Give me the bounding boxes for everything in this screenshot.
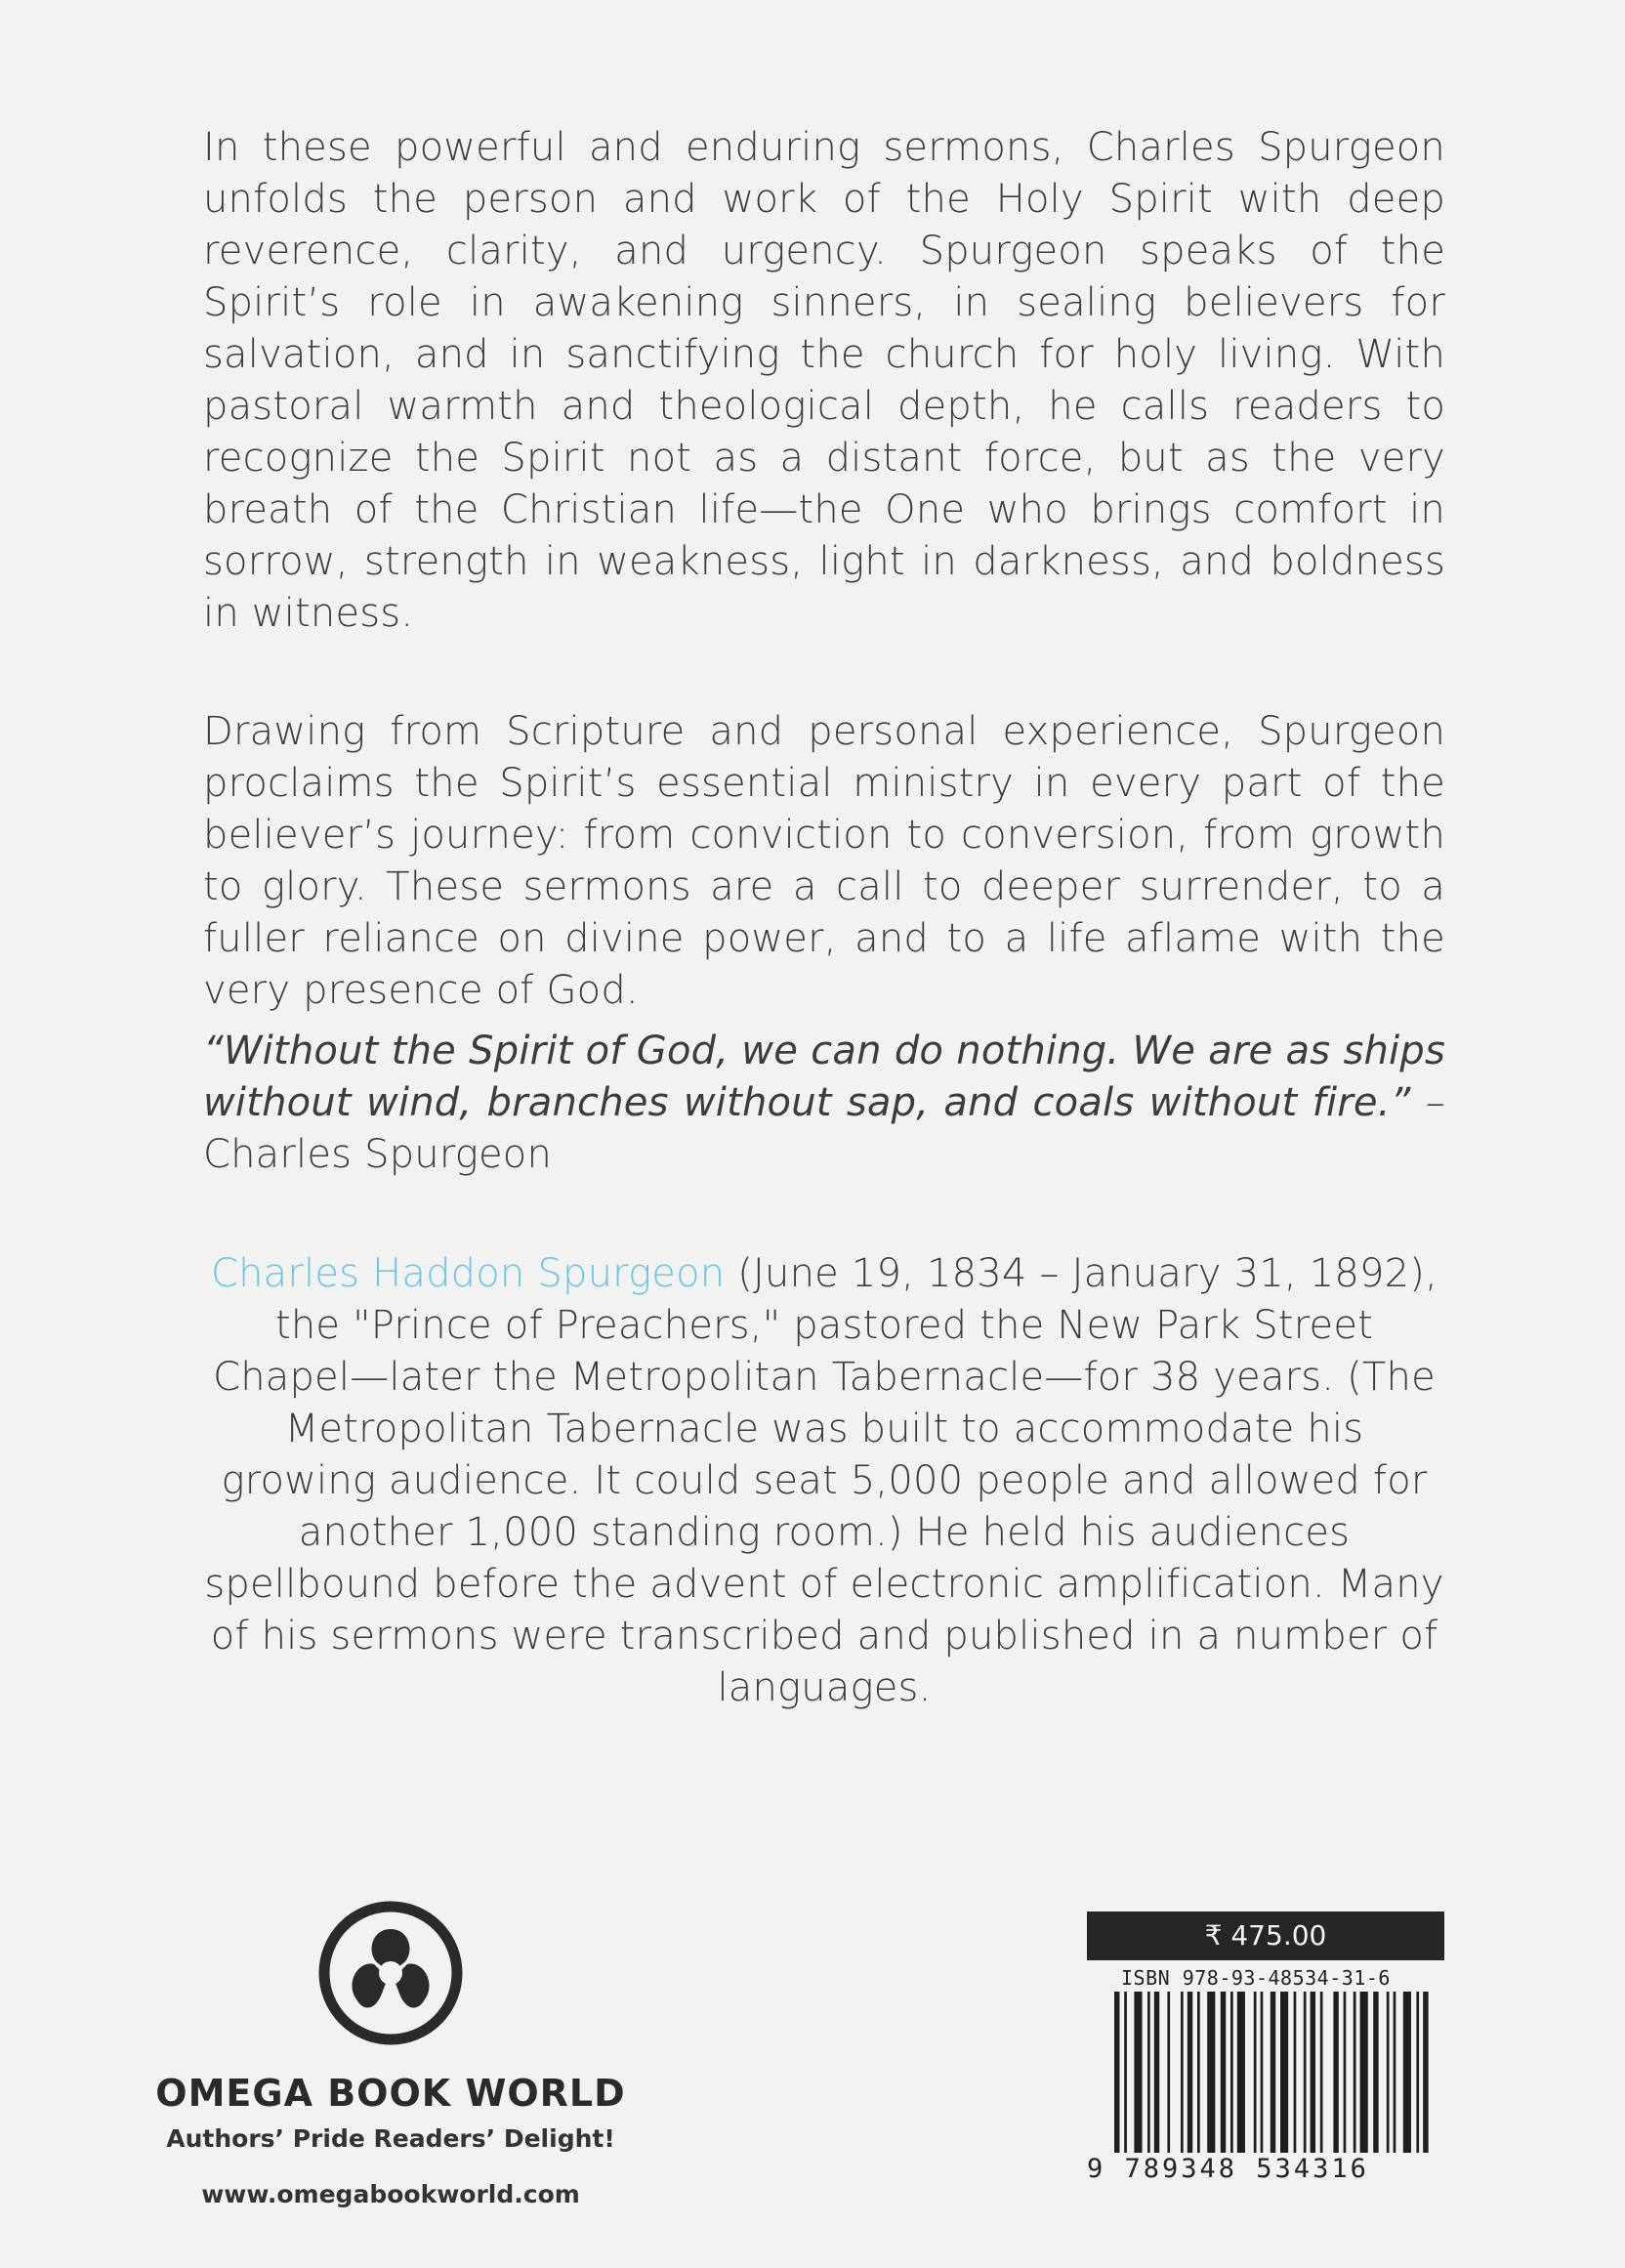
author-bio-text: (June 19, 1834 – January 31, 1892), the "Prince of Preachers," pastored the New Park Street Chapel—later the Metropolitan Tabernacle—for 38 years. (The Metropolitan Tabernacle was built to accommodate his growing audience. It could seat 5,000 people and allowed for another 1,000 standing room.) He held his audiences spellbound before the advent of electronic amplification. Many of his sermons were transcribed and published in a number of languages. — [204, 1251, 1444, 1710]
author-bio — [203, 1248, 1445, 1714]
barcode-digits: 9 789348 534316 — [1087, 2154, 1369, 2184]
barcode-block — [1087, 1911, 1444, 2184]
description-paragraph-1: In these powerful and enduring sermons, Charles Spurgeon unfolds the person and work of the Holy Spirit with deep reverence, clarity, and urgency. Spurgeon speaks of the Spirit’s role in awakening sinners, in sealing believers for salvation, and in sanctifying the church for holy living. With pastoral warmth and theological depth, he calls readers to recognize the Spirit not as a distant force, but as the very breath of the Christian life—the One who brings comfort in sorrow, strength in weakness, light in darkness, and boldness in witness. — [203, 125, 1445, 636]
price-label: ₹ 475.00 — [1087, 1911, 1444, 1960]
spurgeon-quote — [203, 1026, 1445, 1181]
publisher-name: OMEGA BOOK WORLD — [155, 2072, 626, 2115]
quote-attribution: – Charles Spurgeon — [203, 1080, 1446, 1177]
publisher-block — [146, 1900, 635, 2208]
publisher-website: www.omegabookworld.com — [201, 2180, 580, 2208]
author-name: Charles Haddon Spurgeon — [210, 1251, 726, 1296]
publisher-tagline: Authors’ Pride Readers’ Delight! — [166, 2124, 615, 2153]
isbn-label: ISBN 978-93-48534-31-6 — [1121, 1966, 1391, 1990]
quote-text: “Without the Spirit of God, we can do nothing. We are as ships without wind, branches without sap, and coals without fire.” — [203, 1029, 1445, 1125]
omega-trefoil-logo-icon — [317, 1900, 464, 2046]
barcode-icon — [1087, 1992, 1444, 2158]
description-paragraph-2: Drawing from Scripture and personal experience, Spurgeon proclaims the Spirit’s essential ministry in every part of the believer’s journey: from conviction to conversion, from growth to glory. These sermons are a call to deeper surrender, to a fuller reliance on divine power, and to a life aflame with the very presence of God. — [203, 709, 1445, 1013]
